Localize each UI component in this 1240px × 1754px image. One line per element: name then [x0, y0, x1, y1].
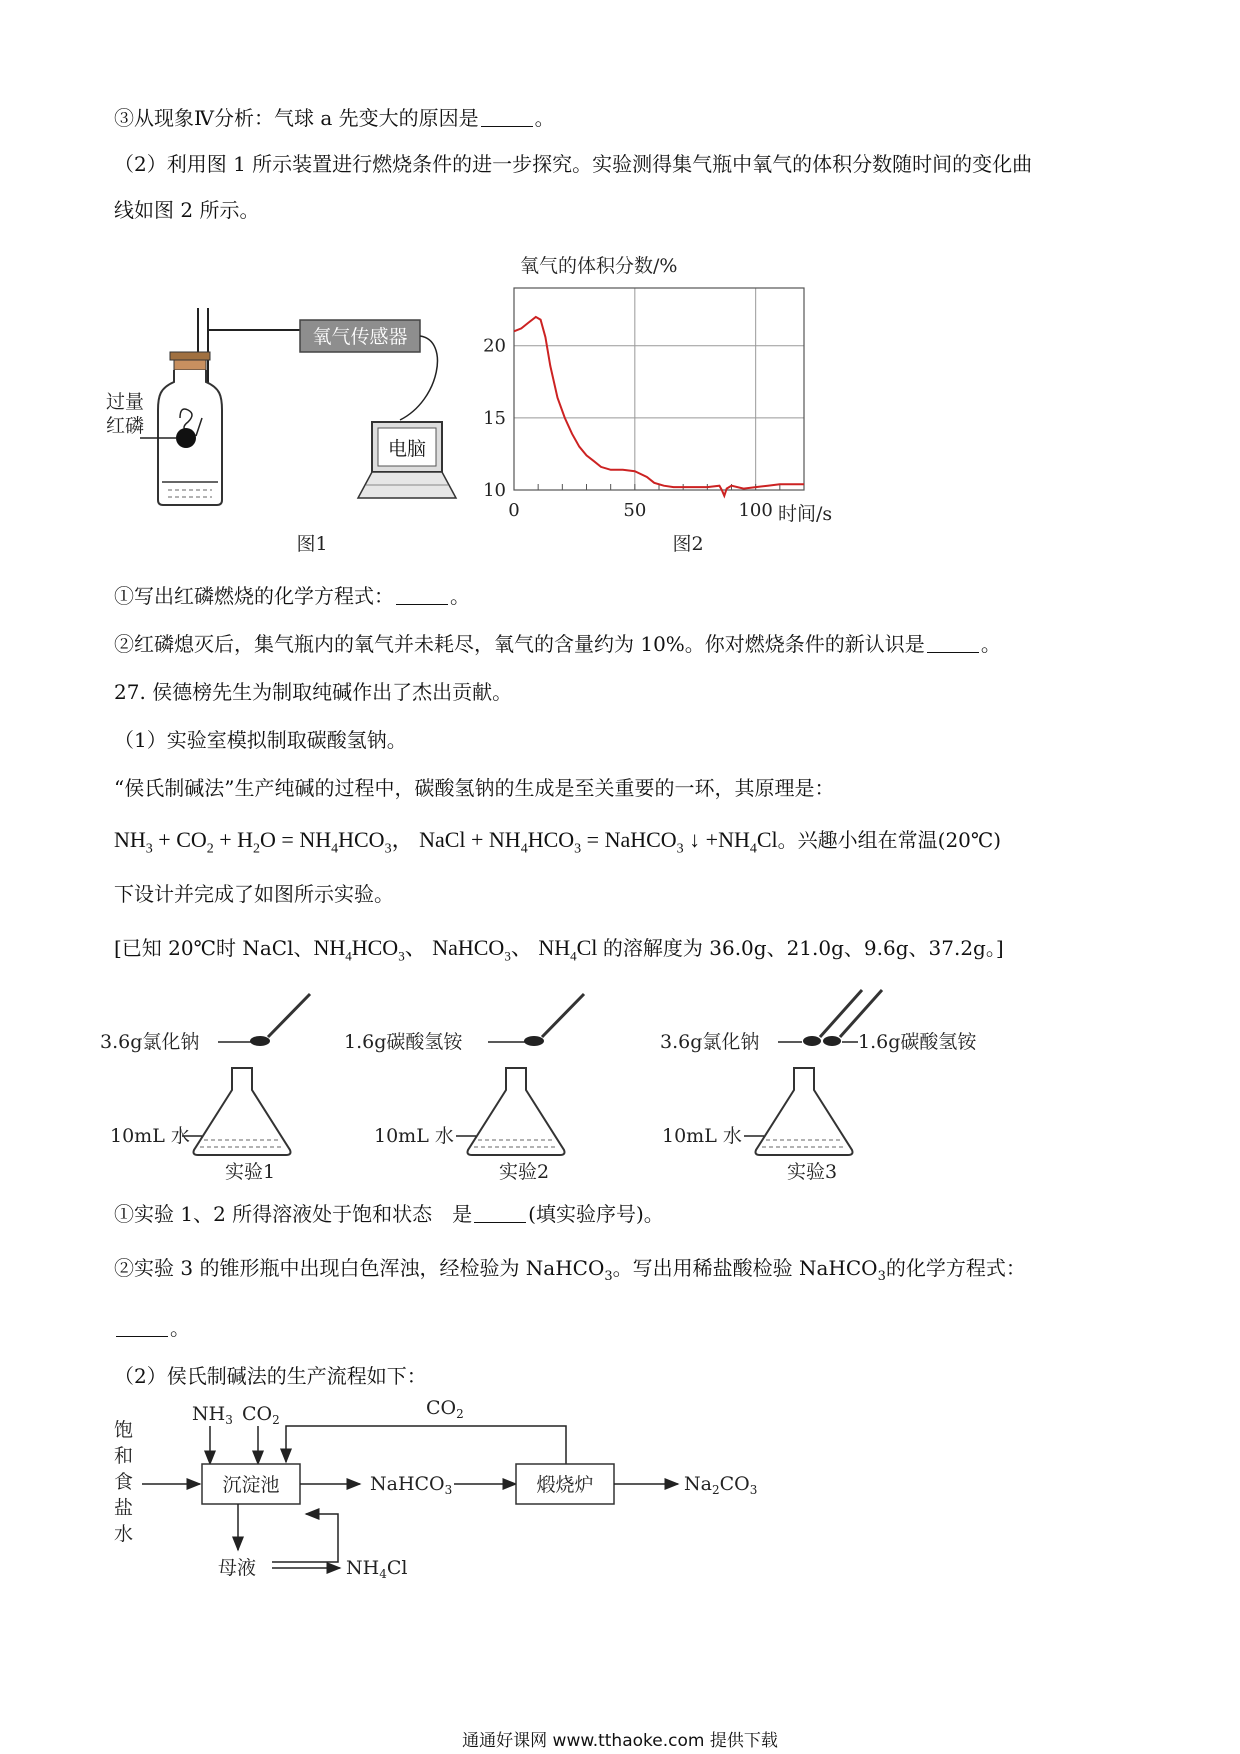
computer-label: 电脑 [387, 438, 427, 460]
text-line-1: ③从现象Ⅳ分析：气球 a 先变大的原因是 。 [114, 106, 555, 130]
exp3-top-right-label: 1.6g碳酸氢铵 [858, 1031, 977, 1053]
y-tick-label: 15 [483, 407, 506, 429]
exp3-top-left-label: 3.6g氯化钠 [660, 1031, 760, 1053]
exp-question-2: ②实验 3 的锥形瓶中出现白色浑浊，经检验为 NaHCO$_3$。写出用稀盐酸检验 NaHCO$_3$的化学方程式： [114, 1256, 1026, 1284]
answer-blank[interactable] [474, 1202, 526, 1223]
experiment-1 [100, 994, 310, 1183]
red-phosphorus-label-bottom: 红磷 [106, 415, 145, 437]
answer-blank[interactable] [927, 632, 979, 653]
question-1: ①写出红磷燃烧的化学方程式： 。 [114, 584, 470, 608]
exp3-water-label: 10mL 水 [662, 1125, 742, 1147]
figure-1-caption: 图1 [296, 533, 328, 555]
figure-2-chart [460, 250, 880, 560]
co2-input: $CO_2$ [242, 1403, 280, 1427]
oxygen-series-line [514, 317, 804, 496]
principle-text: “侯氏制碱法”生产纯碱的过程中，碳酸氢钠的生成是至关重要的一环，其原理是： [114, 776, 835, 800]
nahco3-product: NaHCO$_3$ [370, 1473, 453, 1497]
mother-liquor-label: 母液 [218, 1557, 257, 1579]
chart-title: 氧气的体积分数/% [520, 255, 678, 277]
text-line-3: 线如图 2 所示。 [114, 198, 260, 222]
x-tick-label: 0 [508, 500, 520, 521]
plot-frame [514, 288, 804, 490]
process-flow-diagram [100, 1397, 820, 1600]
exp-question-1: ①实验 1、2 所得溶液处于饱和状态 是 (填实验序号)。 [114, 1202, 664, 1226]
answer-blank[interactable] [481, 106, 533, 127]
red-phosphorus-label-top: 过量 [106, 391, 145, 413]
question-2: ②红磷熄灭后，集气瓶内的氧气并未耗尽，氧气的含量约为 10%。你对燃烧条件的新认识是 。 [114, 632, 1001, 656]
answer-blank[interactable] [396, 584, 448, 605]
chart-grid [514, 288, 804, 490]
known-data: [已知 20℃时 NaCl、$NH_4HCO_3$、 NaHCO$_3$、 $NH_4Cl$ 的溶解度为 36.0g、21.0g、9.6g、37.2g。] [114, 935, 1004, 964]
x-tick-label: 50 [623, 500, 647, 521]
red-phosphorus-spoon [176, 428, 196, 448]
experiments-figure [100, 980, 1000, 1183]
na2co3-product: $Na_2CO_3$ [684, 1473, 758, 1497]
y-tick-label: 10 [483, 480, 506, 501]
svg-text:食: 食 [114, 1471, 134, 1493]
figure-1 [106, 300, 470, 560]
svg-text:和: 和 [114, 1445, 134, 1467]
exp2-caption: 实验2 [499, 1161, 550, 1183]
x-axis-label: 时间/s [778, 503, 833, 525]
answer-blank[interactable] [116, 1316, 168, 1337]
co2-recycle-label: $CO_2$ [426, 1397, 464, 1421]
exp2-top-label: 1.6g碳酸氢铵 [344, 1031, 463, 1053]
reaction-equations: $NH_3 + CO_2 + H_2O = NH_4HCO_3$， NaCl + $NH_4HCO_3$ = NaHCO$_3$ ↓ $+NH_4Cl$。兴趣小组在常温(20℃) [114, 827, 1002, 857]
figure-2-caption: 图2 [672, 533, 704, 555]
input-saturated-brine [114, 1419, 133, 1545]
svg-text:盐: 盐 [114, 1497, 134, 1519]
svg-text:水: 水 [114, 1523, 134, 1545]
precipitation-tank-label: 沉淀池 [222, 1474, 280, 1496]
text-line-eq-next: 下设计并完成了如图所示实验。 [114, 882, 394, 906]
nh3-input: $NH_3$ [192, 1403, 233, 1427]
problem-27-part-2: （2）侯氏制碱法的生产流程如下： [114, 1364, 427, 1388]
equation-1: $NH_3 + CO_2 + H_2O = NH_4HCO_3$， NaCl + $NH_4HCO_3$ = NaHCO$_3$ ↓ $+NH_4Cl$ [114, 827, 778, 857]
svg-text:饱: 饱 [114, 1419, 134, 1441]
footer-source: 通通好课网 www.tthaoke.com 提供下载 [462, 1731, 778, 1751]
exp1-top-label: 3.6g氯化钠 [100, 1031, 200, 1053]
computer-icon [358, 422, 456, 498]
calciner-label: 煅烧炉 [536, 1474, 594, 1496]
exp3-caption: 实验3 [787, 1161, 838, 1183]
y-tick-label: 20 [483, 335, 506, 357]
exp1-water-label: 10mL 水 [110, 1125, 190, 1147]
text-line-2: （2）利用图 1 所示装置进行燃烧条件的进一步探究。实验测得集气瓶中氧气的体积分数随时间的变化曲 [114, 152, 1033, 176]
x-tick-label: 100 [738, 500, 773, 521]
problem-27-title: 27. 侯德榜先生为制取纯碱作出了杰出贡献。 [114, 680, 513, 704]
oxygen-sensor-label: 氧气传感器 [312, 326, 408, 348]
exp-question-2-answer: 。 [114, 1314, 190, 1342]
exp1-caption: 实验1 [225, 1161, 276, 1183]
experiment-2 [344, 994, 584, 1183]
problem-27-part-1: （1）实验室模拟制取碳酸氢钠。 [114, 728, 407, 752]
exp2-water-label: 10mL 水 [374, 1125, 454, 1147]
experiment-3 [660, 990, 977, 1183]
nh4cl-product: $NH_4Cl$ [346, 1557, 408, 1581]
